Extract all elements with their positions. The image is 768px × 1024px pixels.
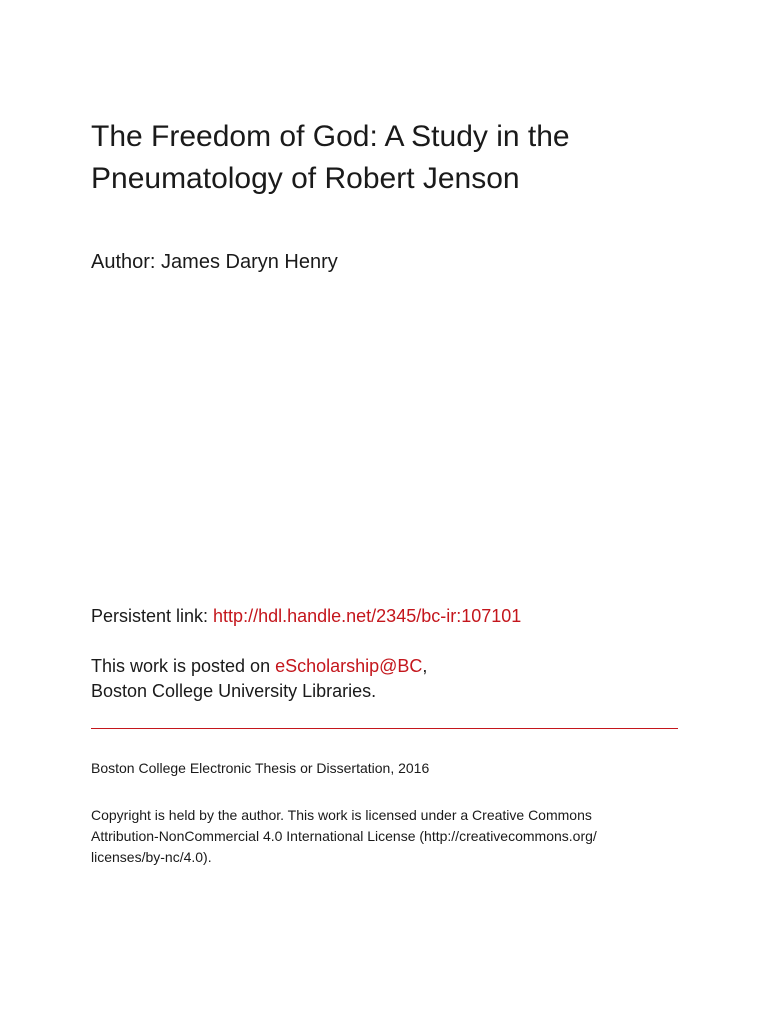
- persistent-link-label: Persistent link:: [91, 606, 214, 626]
- copyright-line-2: Attribution-NonCommercial 4.0 International License (http://creativecommons.org/: [91, 828, 597, 844]
- persistent-link-line: [91, 603, 521, 629]
- citation-line: Boston College Electronic Thesis or Dissertation, 2016: [91, 760, 430, 776]
- divider-rule: [91, 728, 678, 729]
- title-line-2: Pneumatology of Robert Jenson: [91, 162, 520, 195]
- escholarship-link[interactable]: eScholarship@BC: [275, 656, 423, 676]
- posted-on-prefix: This work is posted on: [91, 656, 276, 676]
- document-title: [91, 116, 691, 200]
- author-line: Author: James Daryn Henry: [91, 251, 338, 273]
- posted-on-statement: [91, 654, 427, 704]
- persistent-link[interactable]: http://hdl.handle.net/2345/bc-ir:107101: [213, 606, 522, 626]
- title-line-1: The Freedom of God: A Study in the: [91, 120, 570, 153]
- copyright-line-1: Copyright is held by the author. This work is licensed under a Creative Commons: [91, 807, 592, 823]
- posted-on-line-2: Boston College University Libraries.: [91, 681, 377, 701]
- copyright-notice: [91, 805, 651, 868]
- posted-on-line-1: [91, 654, 427, 679]
- copyright-line-3: licenses/by-nc/4.0).: [91, 849, 212, 865]
- posted-on-suffix: ,: [422, 656, 428, 676]
